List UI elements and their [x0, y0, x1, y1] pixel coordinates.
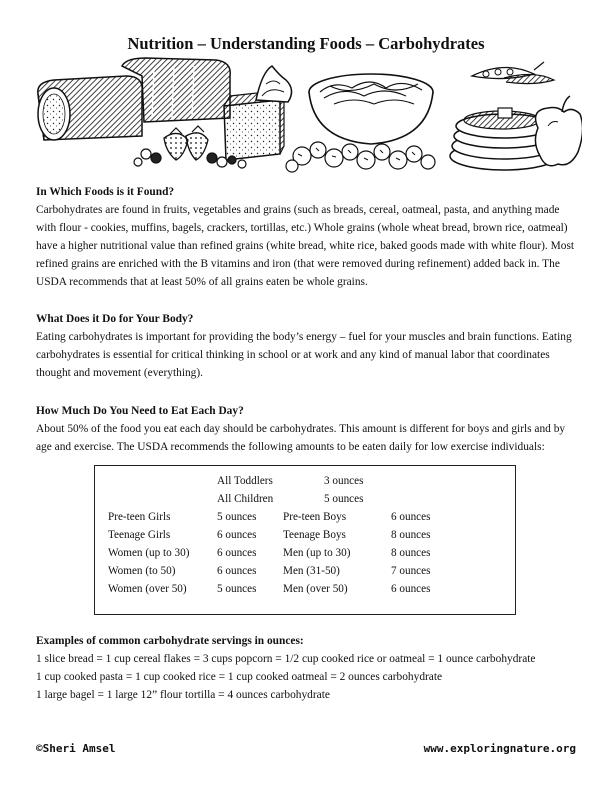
popcorn-icon [286, 142, 435, 172]
table-amount: 7 ounces [391, 565, 431, 577]
section-body: Carbohydrates are found in fruits, vegetables and grains (such as breads, cereal, oatmeal, pasta, and anything made with flour - cookies, muffins, bagels, crackers, tortillas, etc.) Whole grains (whole wheat bread, brown rice, oatmeal) have a higher nutritional value than refined grains (white bread, white rice, baked goods made with white flour). Most refined grains are enriched with the B vitamins and iron (that were removed during refinement) added back in. The USDA recommends that at least 50% of all grains eaten be whole grains. [36, 204, 575, 288]
table-amount: 5 ounces [217, 511, 257, 523]
section-body-benefits [36, 310, 580, 382]
website-link[interactable]: www.exploringnature.org [423, 742, 576, 755]
section-serving-examples [36, 632, 580, 704]
section-heading: What Does it Do for Your Body? [36, 313, 194, 325]
table-amount: 6 ounces [217, 529, 257, 541]
section-body: Eating carbohydrates is important for providing the body’s energy – fuel for your muscles and brain functions. Eating carbohydrates is essential for critical thinking in school or at work and any kind of manual labor that coordinates thought and movement (everything). [36, 331, 572, 379]
section-body: About 50% of the food you eat each day should be carbohydrates. This amount is different for boys and girls and by age and exercise. The USDA recommends the following amounts to be eaten daily for low exercise individuals: [36, 423, 566, 453]
section-heading: In Which Foods is it Found? [36, 186, 175, 198]
bread-loaves-icon [38, 58, 230, 140]
table-amount: 6 ounces [391, 511, 431, 523]
table-group-label: Men (over 50) [283, 583, 348, 595]
page-title: Nutrition – Understanding Foods – Carbohydrates [127, 34, 485, 53]
table-group-label: Women (up to 30) [108, 547, 190, 559]
table-amount: 6 ounces [217, 565, 257, 577]
recommended-amounts-table [94, 465, 516, 615]
table-amount: 6 ounces [217, 547, 257, 559]
section-daily-amount [36, 402, 580, 456]
section-foods-found [36, 183, 580, 291]
table-amount: 8 ounces [391, 547, 431, 559]
apple-icon [535, 96, 582, 166]
pasta-bowl-icon [309, 74, 433, 144]
table-amount: 5 ounces [217, 583, 257, 595]
section-heading: Examples of common carbohydrate servings in ounces: [36, 635, 304, 647]
table-group-label: All Toddlers [217, 475, 273, 487]
table-group-label: Men (31-50) [283, 565, 340, 577]
example-line: 1 slice bread = 1 cup cereal flakes = 3 cups popcorn = 1/2 cup cooked rice or oatmeal = 1 ounce carbohydrate [36, 653, 536, 665]
table-amount: 3 ounces [324, 475, 364, 487]
section-heading: How Much Do You Need to Eat Each Day? [36, 405, 244, 417]
example-line: 1 cup cooked pasta = 1 cup cooked rice = 1 cup cooked oatmeal = 2 ounces carbohydrate [36, 671, 443, 683]
table-group-label: Pre-teen Girls [108, 511, 171, 523]
pea-pod-icon [472, 62, 554, 84]
example-line: 1 large bagel = 1 large 12” flour tortilla = 4 ounces carbohydrate [36, 689, 330, 701]
copyright-author: ©Sheri Amsel [36, 742, 116, 755]
table-amount: 5 ounces [324, 493, 364, 505]
table-amount: 8 ounces [391, 529, 431, 541]
table-group-label: Women (to 50) [108, 565, 176, 577]
table-group-label: Pre-teen Boys [283, 511, 347, 523]
table-group-label: Women (over 50) [108, 583, 187, 595]
table-group-label: Teenage Boys [283, 529, 346, 541]
carbohydrate-foods-illustration [34, 56, 582, 182]
table-amount: 6 ounces [391, 583, 431, 595]
muffin-icon [256, 66, 292, 102]
table-group-label: All Children [217, 493, 274, 505]
table-group-label: Men (up to 30) [283, 547, 351, 559]
table-group-label: Teenage Girls [108, 529, 171, 541]
